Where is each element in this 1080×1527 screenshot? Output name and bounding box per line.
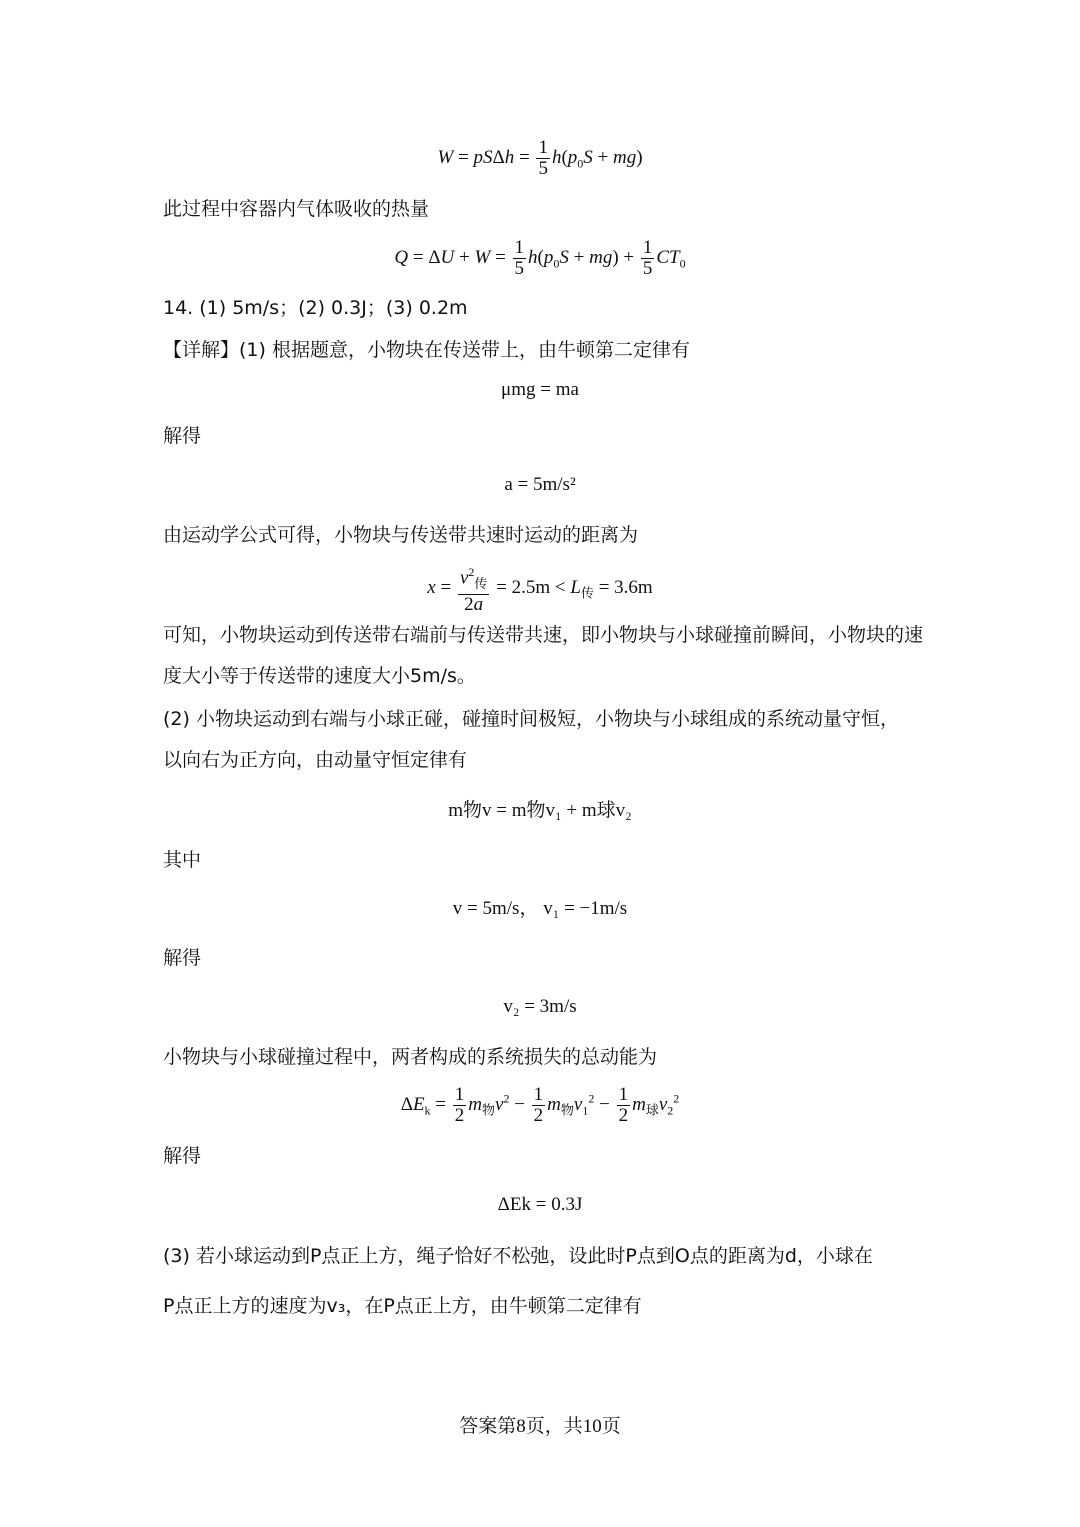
text-part2-b: 以向右为正方向，由动量守恒定律有	[163, 749, 468, 771]
text-jiede-2: 解得	[163, 947, 202, 969]
equation-v2: v₂ = 3m/s	[503, 996, 577, 1017]
equation-given: v = 5m/s， v₁ = −1m/s	[452, 898, 628, 919]
text-part2-a: (2) 小物块运动到右端与小球正碰，碰撞时间极短，小物块与小球组成的系统动量守恒，	[163, 708, 899, 730]
detail-part1: 【详解】(1) 根据题意，小物块在传送带上，由牛顿第二定律有	[163, 339, 690, 361]
equation-distance: x = $\frac{v^2_传}{2a}$ = $2.5m < L_传 = 3.6m$	[0, 562, 1080, 615]
equation-newton: μmg = ma	[501, 379, 579, 400]
equation-accel: a = 5m/s²	[504, 474, 576, 495]
text-conclusion-1a: 可知，小物块运动到传送带右端前与传送带共速，即小物块与小球碰撞前瞬间，小物块的速	[163, 624, 924, 646]
answer-14-summary: 14. (1) 5m/s；(2) 0.3J；(3) 0.2m	[163, 297, 468, 319]
equation-momentum: m物v = m物v₁ + m球v₂	[448, 800, 632, 821]
page-footer: 答案第8页，共10页	[459, 1416, 621, 1437]
equation-energy-result: ΔEk = 0.3J	[497, 1194, 583, 1215]
text-jiede-3: 解得	[163, 1145, 202, 1167]
text-part3-a: (3) 若小球运动到P点正上方，绳子恰好不松弛，设此时P点到O点的距离为d，小球在	[163, 1245, 873, 1267]
text-heat-intro: 此过程中容器内气体吸收的热量	[163, 198, 430, 220]
text-jiede-1: 解得	[163, 425, 202, 447]
text-conclusion-1b: 度大小等于传送带的速度大小5m/s。	[163, 665, 476, 687]
equation-work: W = pSΔh = $\frac{1}{5}$ $h(p_0S + mg)$	[437, 137, 643, 179]
text-part3-b: P点正上方的速度为v₃，在P点正上方，由牛顿第二定律有	[163, 1295, 642, 1317]
text-energy-intro: 小物块与小球碰撞过程中，两者构成的系统损失的总动能为	[163, 1046, 658, 1068]
text-kinematics-intro: 由运动学公式可得，小物块与传送带共速时运动的距离为	[163, 524, 639, 546]
equation-heat: Q = ΔU + W = $\frac{1}{5}$ $h(p_0S + mg)$ + $\frac{1}{5}$ $CT_0$	[394, 237, 686, 279]
text-qizhong: 其中	[163, 849, 202, 871]
equation-energy-loss: $\Delta E_k$ = $\frac{1}{2}$ $m_物v^2$ − $\frac{1}{2}$ $m_物v_1^2$ − $\frac{1}{2}$ $m_球v_2^2$	[400, 1084, 680, 1126]
